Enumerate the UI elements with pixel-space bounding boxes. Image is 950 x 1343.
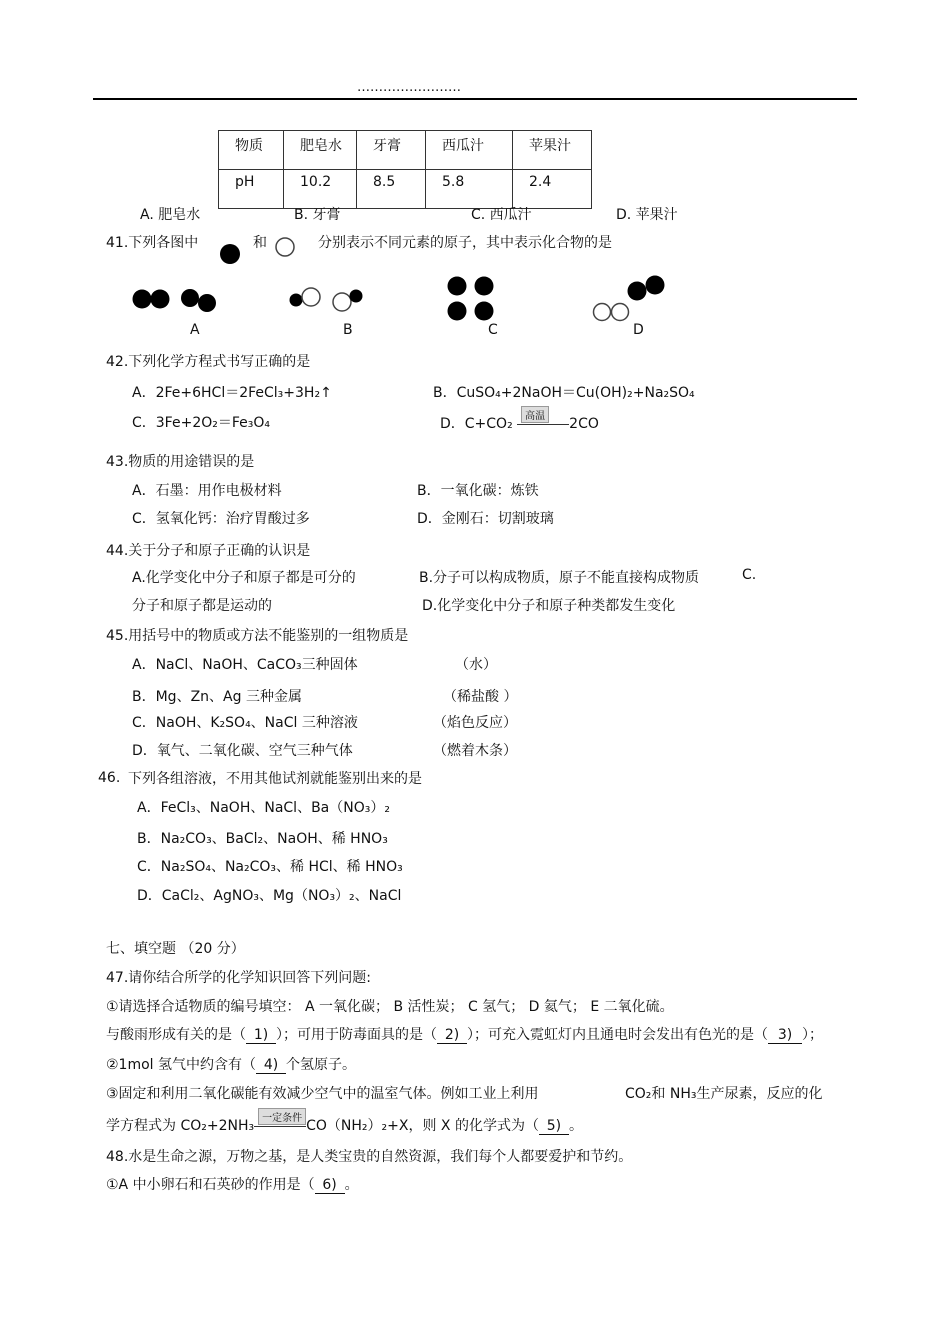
table-cell: 10.2: [284, 170, 357, 209]
q48-line1: ①A 中小卵石和石英砂的作用是（ 6) 。: [106, 1177, 359, 1193]
diagram-label-a: A: [190, 322, 200, 338]
white-atom-icon: [273, 235, 297, 259]
q40-option-d: D. 苹果汁: [616, 207, 678, 223]
table-cell: 牙膏: [357, 131, 426, 170]
q47-line4-b: CO₂和 NH₃生产尿素，反应的化: [625, 1086, 823, 1102]
q47-line4: ③固定和利用二氧化碳能有效减少空气中的温室气体。例如工业上利用: [106, 1086, 539, 1102]
reaction-condition-label: 高温: [521, 406, 549, 423]
q45-method-d: （燃着木条）: [433, 743, 517, 759]
answer-blank-1: 1): [246, 1027, 276, 1044]
q44-option-b: B.分子可以构成物质，原子不能直接构成物质: [419, 570, 700, 586]
q46-option-b: B．Na₂CO₃、BaCl₂、NaOH、稀 HNO₃: [137, 831, 388, 847]
answer-blank-2: 2): [437, 1027, 467, 1044]
q41-stem-a: 41.下列各图中: [106, 235, 199, 251]
table-cell: 西瓜汁: [426, 131, 513, 170]
q41-stem-c: 分别表示不同元素的原子，其中表示化合物的是: [318, 235, 612, 251]
header-dots: ……………………: [357, 80, 461, 95]
q47-stem: 47.请你结合所学的化学知识回答下列问题:: [106, 970, 371, 986]
header-rule: [93, 98, 857, 100]
q47-line5: 学方程式为 CO₂+2NH₃ 一定条件 CO（NH₂）₂+X，则 X 的化学式为（ 5) 。: [106, 1114, 583, 1135]
q43-stem: 43.物质的用途错误的是: [106, 454, 255, 470]
q40-option-a: A. 肥皂水: [140, 207, 201, 223]
diagram-label-d: D: [633, 322, 644, 338]
q43-option-d: D．金刚石：切割玻璃: [417, 511, 554, 527]
q45-method-c: （焰色反应）: [433, 715, 517, 731]
table-row: [219, 170, 592, 209]
q43-option-c: C．氢氧化钙：治疗胃酸过多: [132, 511, 310, 527]
table-cell: 物质: [219, 131, 284, 170]
q42-d-reactants: D．C+CO₂: [440, 416, 513, 432]
q45-option-c: C．NaOH、K₂SO₄、NaCl 三种溶液: [132, 715, 358, 731]
q42-d-products: 2CO: [569, 416, 599, 432]
q46-number: 46.: [98, 770, 121, 786]
q44-option-c: 分子和原子都是运动的: [132, 598, 272, 614]
table-row: [219, 131, 592, 170]
q44-option-a: A.化学变化中分子和原子都是可分的: [132, 570, 356, 586]
q47-line1: ①请选择合适物质的编号填空： A 一氧化碳； B 活性炭； C 氢气； D 氦气； E 二氧化硫。: [106, 999, 674, 1015]
q42-option-c: C．3Fe+2O₂＝Fe₃O₄: [132, 415, 270, 431]
q40-option-c: C. 西瓜汁: [471, 207, 532, 223]
q46-stem: 下列各组溶液，不用其他试剂就能鉴别出来的是: [128, 771, 422, 787]
q47-line2: 与酸雨形成有关的是（ 1) ）；可用于防毒面具的是（ 2) ）；可充入霓虹灯内且通电时会发出有色光的是（ 3) ）；: [106, 1027, 823, 1043]
molecule-diagram-d: [588, 272, 668, 324]
q47-line3: ②1mol 氢气中约含有（ 4) 个氢原子。: [106, 1057, 357, 1073]
q45-option-d: D．氧气、二氧化碳、空气三种气体: [132, 743, 353, 759]
table-cell: 2.4: [513, 170, 592, 209]
q45-option-b: B．Mg、Zn、Ag 三种金属: [132, 689, 302, 705]
table-cell: 8.5: [357, 170, 426, 209]
diagram-label-c: C: [488, 322, 498, 338]
section-title: 七、填空题 （20 分）: [106, 941, 245, 957]
table-cell: 苹果汁: [513, 131, 592, 170]
ph-table: [218, 130, 592, 209]
q44-option-d: D.化学变化中分子和原子种类都发生变化: [422, 598, 676, 614]
molecule-diagram-a: [130, 282, 224, 318]
diagram-label-b: B: [343, 322, 353, 338]
q45-stem: 45.用括号中的物质或方法不能鉴别的一组物质是: [106, 628, 409, 644]
answer-blank-3: 3): [768, 1027, 802, 1044]
q43-option-b: B．一氧化碳：炼铁: [417, 483, 539, 499]
answer-blank-4: 4): [256, 1057, 286, 1074]
molecule-diagram-c: [444, 274, 498, 324]
table-cell: pH: [219, 170, 284, 209]
table-cell: 肥皂水: [284, 131, 357, 170]
q45-option-a: A．NaCl、NaOH、CaCO₃三种固体: [132, 657, 358, 673]
q42-option-a: A．2Fe+6HCl＝2FeCl₃+3H₂↑: [132, 385, 332, 401]
q46-option-d: D．CaCl₂、AgNO₃、Mg（NO₃）₂、NaCl: [137, 888, 402, 904]
q45-method-b: （稀盐酸 ）: [443, 689, 518, 705]
q46-option-a: A．FeCl₃、NaOH、NaCl、Ba（NO₃）₂: [137, 800, 390, 816]
q46-option-c: C．Na₂SO₄、Na₂CO₃、稀 HCl、稀 HNO₃: [137, 859, 403, 875]
black-atom-icon: [218, 242, 242, 266]
reaction-condition: [517, 412, 569, 430]
reaction-condition: [254, 1114, 306, 1132]
q42-stem: 42.下列化学方程式书写正确的是: [106, 354, 311, 370]
q44-option-c-marker: C.: [742, 567, 757, 583]
q43-option-a: A．石墨：用作电极材料: [132, 483, 282, 499]
answer-blank-5: 5): [539, 1118, 569, 1135]
q44-stem: 44.关于分子和原子正确的认识是: [106, 543, 311, 559]
q42-option-b: B．CuSO₄+2NaOH＝Cu(OH)₂+Na₂SO₄: [433, 385, 695, 401]
table-cell: 5.8: [426, 170, 513, 209]
q41-stem-b: 和: [253, 235, 267, 251]
q40-option-b: B. 牙膏: [294, 207, 341, 223]
answer-blank-6: 6): [315, 1177, 345, 1194]
q45-method-a: （水）: [455, 657, 497, 673]
molecule-diagram-b: [286, 284, 368, 316]
q48-stem: 48.水是生命之源，万物之基，是人类宝贵的自然资源，我们每个人都要爱护和节约。: [106, 1149, 633, 1165]
reaction-condition-label: 一定条件: [258, 1108, 306, 1125]
q42-option-d: [440, 412, 599, 433]
